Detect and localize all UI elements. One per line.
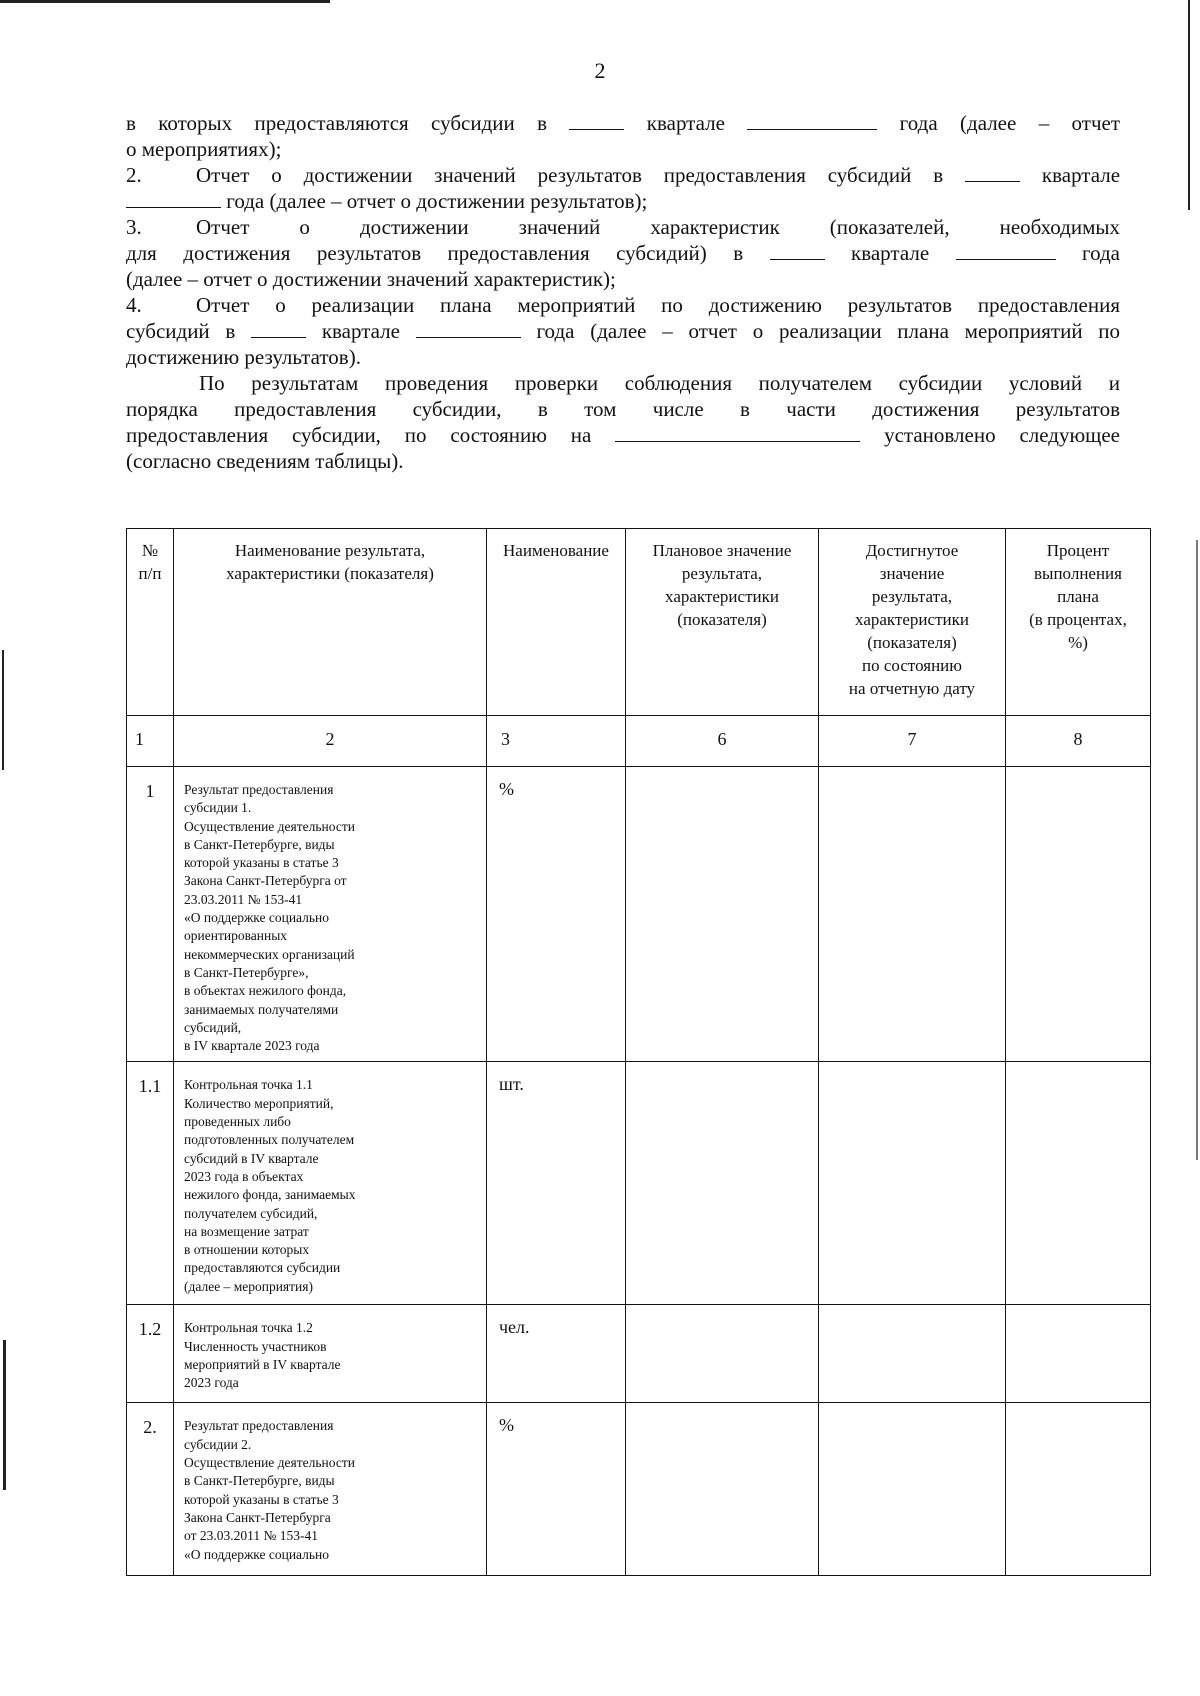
body-text bbox=[126, 110, 1120, 474]
row-number: 1.2 bbox=[127, 1305, 174, 1403]
table-row bbox=[127, 1403, 1151, 1576]
paragraph-3-line-2 bbox=[126, 240, 1120, 266]
column-index-row bbox=[127, 716, 1151, 767]
column-index: 8 bbox=[1006, 716, 1151, 767]
text-fragment: года (далее – отчет bbox=[899, 111, 1121, 135]
scan-edge-right bbox=[1188, 0, 1190, 210]
blank-field-year[interactable] bbox=[416, 319, 521, 338]
achieved-value-cell[interactable] bbox=[819, 1062, 1006, 1305]
header-cell-unit-name: Наименование bbox=[487, 529, 626, 716]
text-fragment: установлено следующее bbox=[884, 423, 1120, 447]
paragraph-4-line-3: достижению результатов). bbox=[126, 345, 361, 369]
header-cell-planned-value: Плановое значение результата, характеристики (показателя) bbox=[626, 529, 819, 716]
item-number: 4. bbox=[126, 293, 142, 317]
scan-edge-top bbox=[0, 0, 330, 3]
unit: % bbox=[487, 767, 626, 1062]
paragraph-3-line-3: (далее – отчет о достижении значений характеристик); bbox=[126, 267, 616, 291]
blank-field-year[interactable] bbox=[956, 241, 1056, 260]
percent-cell[interactable] bbox=[1006, 1403, 1151, 1576]
column-index: 6 bbox=[626, 716, 819, 767]
planned-value-cell[interactable] bbox=[626, 767, 819, 1062]
paragraph-2-line-2 bbox=[126, 188, 1120, 214]
table-row bbox=[127, 767, 1151, 1062]
paragraph-5-line-2: порядка предоставления субсидии, в том числе в части достижения результатов bbox=[126, 397, 1120, 421]
achieved-value-cell[interactable] bbox=[819, 1305, 1006, 1403]
header-cell-number: № п/п bbox=[127, 529, 174, 716]
paragraph-1-line-1 bbox=[126, 110, 1120, 136]
planned-value-cell[interactable] bbox=[626, 1403, 819, 1576]
unit: шт. bbox=[487, 1062, 626, 1305]
paragraph-1-line-2: о мероприятиях); bbox=[126, 137, 282, 161]
achieved-value-cell[interactable] bbox=[819, 1403, 1006, 1576]
planned-value-cell[interactable] bbox=[626, 1062, 819, 1305]
paragraph-3-line-1 bbox=[126, 214, 1120, 240]
text-fragment: года (далее – отчет о достижении результатов); bbox=[226, 189, 648, 213]
table-row bbox=[127, 1062, 1151, 1305]
result-name: Результат предоставления субсидии 2. Осуществление деятельности в Санкт-Петербурге, виды которой указаны в статье 3 Закона Санкт-Петербурга от 23.03.2011 № 153-41 «О поддержке социально bbox=[174, 1403, 487, 1576]
text-fragment: Отчет о достижении значений характеристик (показателей, необходимых bbox=[196, 215, 1120, 239]
result-name: Контрольная точка 1.2 Численность участников мероприятий в IV квартале 2023 года bbox=[174, 1305, 487, 1403]
planned-value-cell[interactable] bbox=[626, 1305, 819, 1403]
column-index: 2 bbox=[174, 716, 487, 767]
result-name: Результат предоставления субсидии 1. Осуществление деятельности в Санкт-Петербурге, виды которой указаны в статье 3 Закона Санкт-Петербурга от 23.03.2011 № 153-41 «О поддержке социально ориентированных некоммерческих организаций в Санкт-Петербурге», в объектах нежилого фонда, занимаемых получателями субсидий, в IV квартале 2023 года bbox=[174, 767, 487, 1062]
text-fragment: квартале bbox=[646, 111, 725, 135]
row-number: 1 bbox=[127, 767, 174, 1062]
paragraph-2-line-1 bbox=[126, 162, 1120, 188]
text-fragment: субсидий в bbox=[126, 319, 236, 343]
text-fragment: Отчет о реализации плана мероприятий по достижению результатов предоставления bbox=[196, 293, 1120, 317]
header-cell-percent: Процент выполнения плана (в процентах, %) bbox=[1006, 529, 1151, 716]
blank-field-year[interactable] bbox=[747, 111, 877, 130]
text-fragment: квартале bbox=[321, 319, 400, 343]
unit: чел. bbox=[487, 1305, 626, 1403]
row-number: 2. bbox=[127, 1403, 174, 1576]
paragraph-4-line-1 bbox=[126, 292, 1120, 318]
percent-cell[interactable] bbox=[1006, 1305, 1151, 1403]
percent-cell[interactable] bbox=[1006, 1062, 1151, 1305]
text-fragment: Отчет о достижении значений результатов предоставления субсидий в bbox=[196, 163, 944, 187]
text-fragment: в которых предоставляются субсидии в bbox=[126, 111, 548, 135]
column-index: 7 bbox=[819, 716, 1006, 767]
item-number: 3. bbox=[126, 215, 142, 239]
paragraph-4-line-2 bbox=[126, 318, 1120, 344]
blank-field-quarter[interactable] bbox=[569, 111, 624, 130]
header-cell-achieved-value: Достигнутое значение результата, характеристики (показателя) по состоянию на отчетную дату bbox=[819, 529, 1006, 716]
blank-field-year[interactable] bbox=[126, 189, 221, 208]
column-index: 1 bbox=[127, 716, 174, 767]
blank-field-quarter[interactable] bbox=[251, 319, 306, 338]
results-table bbox=[126, 528, 1151, 1576]
header-cell-result-name: Наименование результата, характеристики (показателя) bbox=[174, 529, 487, 716]
page-number: 2 bbox=[594, 58, 606, 83]
text-fragment: для достижения результатов предоставления субсидий) в bbox=[126, 241, 744, 265]
scan-edge-left-2 bbox=[3, 1340, 6, 1490]
row-number: 1.1 bbox=[127, 1062, 174, 1305]
text-fragment: года bbox=[1082, 241, 1121, 265]
text-fragment: года (далее – отчет о реализации плана мероприятий по bbox=[536, 319, 1121, 343]
percent-cell[interactable] bbox=[1006, 767, 1151, 1062]
table-header-row bbox=[127, 529, 1151, 716]
column-index: 3 bbox=[487, 716, 626, 767]
text-fragment: квартале bbox=[851, 241, 930, 265]
achieved-value-cell[interactable] bbox=[819, 767, 1006, 1062]
table-row bbox=[127, 1305, 1151, 1403]
blank-field-quarter[interactable] bbox=[770, 241, 825, 260]
blank-field-quarter[interactable] bbox=[965, 163, 1020, 182]
paragraph-5-line-4: (согласно сведениям таблицы). bbox=[126, 449, 404, 473]
scan-edge-right-2 bbox=[1196, 540, 1198, 1160]
paragraph-5-line-1: По результатам проведения проверки соблюдения получателем субсидии условий и bbox=[199, 371, 1120, 395]
paragraph-5-line-3 bbox=[126, 422, 1120, 448]
result-name: Контрольная точка 1.1 Количество мероприятий, проведенных либо подготовленных получателем субсидий в IV квартале 2023 года в объектах нежилого фонда, занимаемых получателем субсидий, на возмещение затрат в отношении которых предоставляются субсидии (далее – мероприятия) bbox=[174, 1062, 487, 1305]
unit: % bbox=[487, 1403, 626, 1576]
text-fragment: квартале bbox=[1041, 163, 1121, 187]
scan-edge-left-1 bbox=[2, 650, 4, 770]
blank-field-date[interactable] bbox=[615, 423, 860, 442]
item-number: 2. bbox=[126, 163, 142, 187]
text-fragment: предоставления субсидии, по состоянию на bbox=[126, 423, 592, 447]
